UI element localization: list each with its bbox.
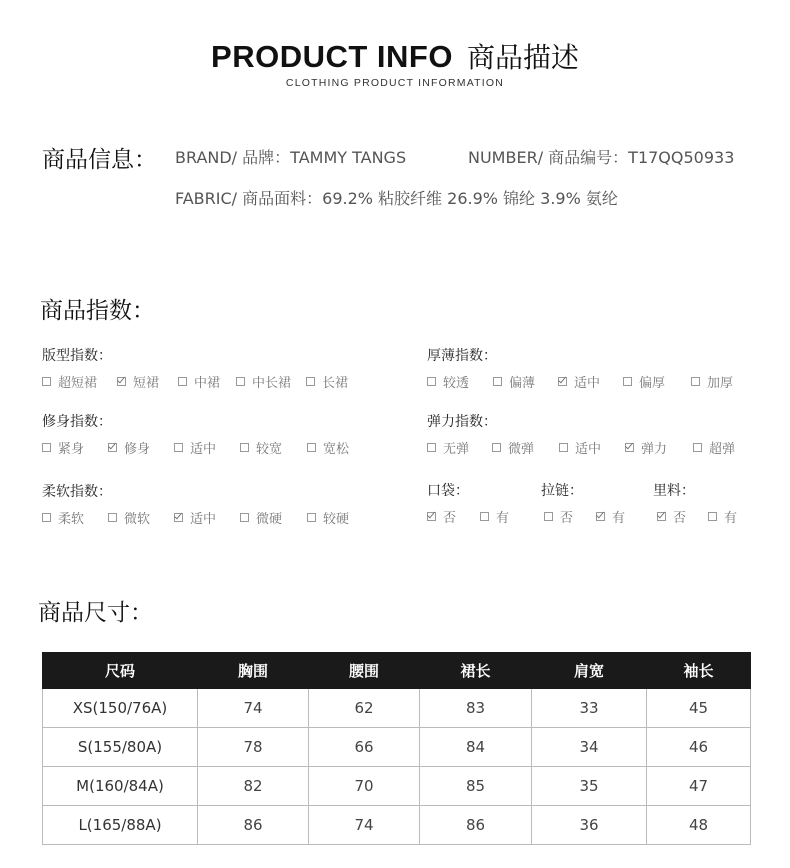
checkbox-icon — [108, 513, 117, 522]
table-cell: 34 — [532, 728, 647, 767]
table-cell: 86 — [198, 806, 309, 845]
option-item[interactable] — [480, 507, 509, 526]
option-label: 微弹 — [508, 442, 535, 457]
page-subtitle: CLOTHING PRODUCT INFORMATION — [285, 77, 505, 89]
checkbox-icon — [480, 512, 489, 521]
option-label: 偏厚 — [639, 376, 666, 391]
option-label: 微硬 — [256, 512, 283, 527]
checkbox-icon — [236, 377, 245, 386]
checkbox-icon — [42, 513, 51, 522]
option-item[interactable] — [178, 372, 220, 391]
table-cell: L(165/88A) — [43, 806, 198, 845]
brand-text: BRAND/ 品牌：TAMMY TANGS — [175, 148, 407, 167]
checkbox-checked-icon — [558, 377, 567, 386]
option-item[interactable] — [236, 372, 291, 391]
checkbox-icon — [240, 513, 249, 522]
table-cell: 66 — [309, 728, 420, 767]
option-item[interactable] — [544, 507, 573, 526]
index-label-thickness: 厚薄指数： — [427, 348, 497, 364]
table-cell: 74 — [309, 806, 420, 845]
option-item[interactable] — [42, 508, 84, 527]
table-cell: 84 — [420, 728, 532, 767]
table-cell: 74 — [198, 689, 309, 728]
table-cell: 45 — [647, 689, 751, 728]
option-item[interactable] — [596, 507, 625, 526]
table-cell: M(160/84A) — [43, 767, 198, 806]
table-row — [43, 806, 751, 845]
number-text: NUMBER/ 商品编号：T17QQ50933 — [468, 148, 735, 167]
index-label-elasticity: 弹力指数： — [427, 414, 497, 430]
column-header: 胸围 — [198, 653, 309, 689]
table-cell: 82 — [198, 767, 309, 806]
table-cell: 35 — [532, 767, 647, 806]
option-item[interactable] — [307, 508, 349, 527]
option-label: 超弹 — [709, 442, 736, 457]
title-chinese: 商品描述 — [466, 41, 579, 74]
option-item[interactable] — [42, 438, 84, 457]
option-item[interactable] — [558, 372, 600, 391]
option-label: 超短裙 — [58, 376, 98, 391]
title-english: PRODUCT INFO — [211, 39, 453, 74]
option-label: 长裙 — [322, 376, 349, 391]
option-item[interactable] — [108, 508, 150, 527]
table-header-row — [43, 653, 751, 689]
table-cell: 70 — [309, 767, 420, 806]
option-label: 有 — [496, 511, 510, 526]
option-item[interactable] — [174, 438, 216, 457]
option-label: 中裙 — [194, 376, 221, 391]
option-item[interactable] — [559, 438, 601, 457]
column-header: 袖长 — [647, 653, 751, 689]
column-header: 肩宽 — [532, 653, 647, 689]
checkbox-icon — [178, 377, 187, 386]
option-label: 适中 — [190, 512, 217, 527]
option-item[interactable] — [174, 508, 216, 527]
table-row — [43, 767, 751, 806]
table-row — [43, 728, 751, 767]
checkbox-icon — [174, 443, 183, 452]
option-item[interactable] — [117, 372, 159, 391]
option-label: 偏薄 — [509, 376, 536, 391]
checkbox-icon — [544, 512, 553, 521]
checkbox-checked-icon — [657, 512, 666, 521]
checkbox-icon — [493, 377, 502, 386]
checkbox-checked-icon — [174, 513, 183, 522]
option-item[interactable] — [493, 372, 535, 391]
page-title — [0, 36, 790, 76]
option-label: 宽松 — [323, 442, 350, 457]
option-item[interactable] — [42, 372, 97, 391]
option-label: 适中 — [574, 376, 601, 391]
option-item[interactable] — [492, 438, 534, 457]
checkbox-icon — [691, 377, 700, 386]
table-cell: 47 — [647, 767, 751, 806]
option-label: 适中 — [190, 442, 217, 457]
option-label: 有 — [724, 511, 738, 526]
table-cell: 33 — [532, 689, 647, 728]
checkbox-icon — [708, 512, 717, 521]
option-label: 否 — [673, 511, 687, 526]
column-header: 裙长 — [420, 653, 532, 689]
checkbox-icon — [693, 443, 702, 452]
index-label-fit: 版型指数： — [42, 348, 112, 364]
option-label: 加厚 — [707, 376, 734, 391]
table-cell: 46 — [647, 728, 751, 767]
option-item[interactable] — [307, 438, 349, 457]
checkbox-checked-icon — [596, 512, 605, 521]
checkbox-icon — [42, 443, 51, 452]
indices-heading: 商品指数： — [40, 298, 155, 324]
checkbox-icon — [42, 377, 51, 386]
option-item[interactable] — [240, 438, 282, 457]
option-label: 有 — [612, 511, 626, 526]
option-label: 柔软 — [58, 512, 85, 527]
checkbox-icon — [427, 377, 436, 386]
column-header: 腰围 — [309, 653, 420, 689]
option-label: 较硬 — [323, 512, 350, 527]
option-label: 弹力 — [641, 442, 668, 457]
checkbox-icon — [307, 443, 316, 452]
option-label: 较透 — [443, 376, 470, 391]
index-label-lining: 里料： — [653, 483, 695, 499]
size-heading: 商品尺寸： — [38, 600, 153, 626]
option-label: 无弹 — [443, 442, 470, 457]
option-item[interactable] — [427, 438, 469, 457]
size-table — [42, 652, 751, 845]
checkbox-checked-icon — [427, 512, 436, 521]
option-item[interactable] — [623, 372, 665, 391]
option-item[interactable] — [691, 372, 733, 391]
option-label: 中长裙 — [252, 376, 292, 391]
checkbox-icon — [427, 443, 436, 452]
option-item[interactable] — [693, 438, 735, 457]
table-cell: S(155/80A) — [43, 728, 198, 767]
option-item[interactable] — [306, 372, 348, 391]
option-item[interactable] — [108, 438, 150, 457]
checkbox-icon — [559, 443, 568, 452]
table-cell: 62 — [309, 689, 420, 728]
table-cell: 83 — [420, 689, 532, 728]
option-label: 短裙 — [133, 376, 160, 391]
checkbox-checked-icon — [117, 377, 126, 386]
table-cell: 78 — [198, 728, 309, 767]
option-label: 微软 — [124, 512, 151, 527]
fabric-text: FABRIC/ 商品面料：69.2% 粘胶纤维 26.9% 锦纶 3.9% 氨纶 — [175, 189, 618, 208]
checkbox-icon — [306, 377, 315, 386]
info-heading: 商品信息： — [42, 147, 157, 173]
table-cell: XS(150/76A) — [43, 689, 198, 728]
checkbox-checked-icon — [108, 443, 117, 452]
option-label: 修身 — [124, 442, 151, 457]
table-cell: 36 — [532, 806, 647, 845]
option-item[interactable] — [708, 507, 737, 526]
index-label-pocket: 口袋： — [427, 483, 469, 499]
table-cell: 48 — [647, 806, 751, 845]
option-label: 较宽 — [256, 442, 283, 457]
index-label-softness: 柔软指数： — [42, 484, 112, 500]
checkbox-icon — [623, 377, 632, 386]
checkbox-icon — [240, 443, 249, 452]
table-row — [43, 689, 751, 728]
option-item[interactable] — [427, 372, 469, 391]
option-label: 否 — [560, 511, 574, 526]
option-item[interactable] — [625, 438, 667, 457]
option-label: 紧身 — [58, 442, 85, 457]
option-item[interactable] — [427, 507, 456, 526]
option-label: 适中 — [575, 442, 602, 457]
checkbox-icon — [307, 513, 316, 522]
table-cell: 85 — [420, 767, 532, 806]
option-label: 否 — [443, 511, 457, 526]
checkbox-icon — [492, 443, 501, 452]
column-header: 尺码 — [43, 653, 198, 689]
option-item[interactable] — [657, 507, 686, 526]
index-label-zipper: 拉链： — [541, 483, 583, 499]
table-cell: 86 — [420, 806, 532, 845]
index-label-slim: 修身指数： — [42, 414, 112, 430]
checkbox-checked-icon — [625, 443, 634, 452]
option-item[interactable] — [240, 508, 282, 527]
